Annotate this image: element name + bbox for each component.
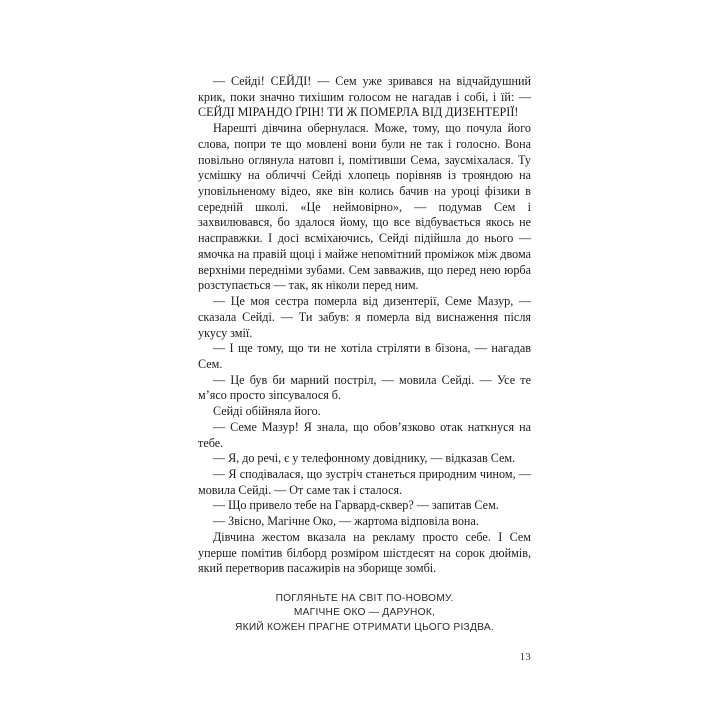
advertisement-slogan-block — [198, 592, 531, 635]
paragraph: — Звісно, Магічне Око, — жартома відповіла вона. — [213, 514, 479, 529]
paragraph: — Це моя сестра померла від дизентерії, Семе Мазур, — сказала Сейді. — Ти забув: я померла від виснаження після укусу змії. — [198, 294, 531, 340]
paragraph: — Це був би марний постріл, — мовила Сейді. — Усе те м’ясо просто зіпсувалося б. — [198, 372, 531, 403]
slogan-line: МАГІЧНЕ ОКО — ДАРУНОК, — [293, 607, 436, 619]
paragraph: — І ще тому, що ти не хотіла стріляти в бізона, — нагадав Сем. — [198, 341, 531, 371]
paragraph: Нарешті дівчина обернулася. Може, тому, що почула його слова, попри те що мовлені вони були не так і голосно. Вона повільно оглянула натовп і, помітивши Сема, заусміхалася. Ту усмішку на обличчі Сейді хлопець порівняв із трояндою на уповільненому відео, яке він колись бачив на уроці фізики в середній школі. «Це неймовірно», — подумав Сем і захвилювався, бо здалося йому, що все відбувається якось не насправжки. І досі всміхаючись, Сейді підійшла до нього — ямочка на правій щоці і майже непомітний проміжок між двома верхніми передніми зубами. Сем завважив, що перед нею юрба розступається — так, як ніколи перед ним. — [198, 121, 531, 293]
paragraph: — Я, до речі, є у телефонному довіднику, — відказав Сем. — [213, 451, 516, 466]
paragraph: — Семе Мазур! Я знала, що обов’язково отак наткнуся на тебе. — [198, 419, 531, 450]
paragraph: Дівчина жестом вказала на рекламу просто себе. І Сем уперше помітив білборд розміром шістдесят на сорок дюймів, який перетворив пасажирів на зборище зомбі. — [198, 529, 531, 576]
slogan-line: ЯКИЙ КОЖЕН ПРАГНЕ ОТРИМАТИ ЦЬОГО РІЗДВА. — [235, 621, 494, 633]
paragraph: — Сейді! СЕЙДІ! — Сем уже зривався на відчайдушний крик, поки значно тихішим голосом не нагадав і собі, і їй: — СЕЙДІ МІРАНДО ҐРІН! ТИ Ж ПОМЕРЛА ВІД ДИЗЕНТЕРІЇ! — [198, 74, 531, 120]
page-number: 13 — [519, 652, 531, 663]
paragraph: Сейді обійняла його. — [213, 404, 321, 419]
paragraph: — Що привело тебе на Гарвард-сквер? — запитав Сем. — [213, 498, 499, 513]
paragraph: — Я сподівалася, що зустріч станеться природним чином, — мовила Сейді. — От саме так і сталося. — [198, 466, 531, 497]
slogan-line: ПОГЛЯНЬТЕ НА СВІТ ПО-НОВОМУ. — [275, 593, 454, 604]
body-text-column — [198, 74, 531, 577]
